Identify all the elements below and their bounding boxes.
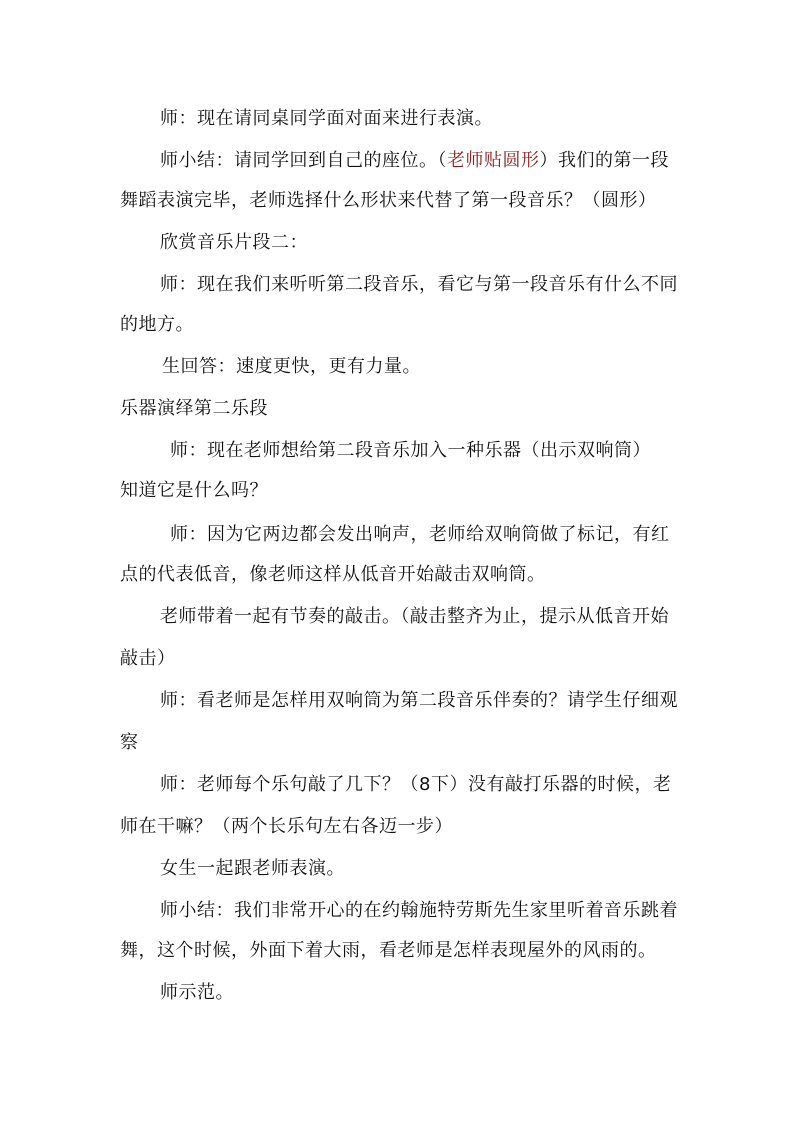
paragraph-line: 师：现在老师想给第二段音乐加入一种乐器（出示双响筒）	[170, 440, 651, 461]
paragraph-line: 生回答：速度更快，更有力量。	[162, 356, 421, 377]
paragraph-line: 察	[120, 732, 139, 753]
paragraph-line: 敲击）	[120, 648, 176, 669]
paragraph-line: 知道它是什么吗？	[120, 480, 268, 501]
paragraph-line: 师：因为它两边都会发出响声，老师给双响筒做了标记，有红	[170, 524, 670, 545]
paragraph-line: 女生一起跟老师表演。	[160, 858, 345, 879]
paragraph-line: 舞蹈表演完毕，老师选择什么形状来代替了第一段音乐？（圆形）	[120, 190, 657, 211]
paragraph-line: 师：看老师是怎样用双响筒为第二段音乐伴奏的？请学生仔细观	[160, 690, 678, 711]
paragraph-line: 的地方。	[120, 314, 194, 335]
paragraph-line: 师示范。	[160, 982, 234, 1003]
paragraph-line: 点的代表低音，像老师这样从低音开始敲击双响筒。	[120, 564, 546, 585]
paragraph-line: 师：老师每个乐句敲了几下？（8下）没有敲打乐器的时候，老	[160, 774, 672, 795]
text-segment: 师小结：请同学回到自己的座位。（	[160, 150, 447, 171]
paragraph-line: 老师带着一起有节奏的敲击。（敲击整齐为止，提示从低音开始	[160, 606, 669, 627]
text-segment: ）我们的第一段	[539, 150, 669, 171]
paragraph-line: 师小结：我们非常开心的在约翰施特劳斯先生家里听着音乐跳着	[160, 900, 678, 921]
paragraph-line: 欣赏音乐片段二：	[160, 232, 308, 253]
highlighted-text: 老师贴圆形	[447, 150, 540, 171]
paragraph-line	[160, 149, 669, 173]
section-heading: 乐器演绎第二乐段	[120, 398, 268, 419]
paragraph-line: 师：现在请同桌同学面对面来进行表演。	[160, 108, 493, 129]
paragraph-line: 师：现在我们来听听第二段音乐，看它与第一段音乐有什么不同	[160, 274, 678, 295]
paragraph-line: 师在干嘛？（两个长乐句左右各迈一步）	[120, 816, 453, 837]
paragraph-line: 舞，这个时候，外面下着大雨，看老师是怎样表现屋外的风雨的。	[120, 940, 657, 961]
